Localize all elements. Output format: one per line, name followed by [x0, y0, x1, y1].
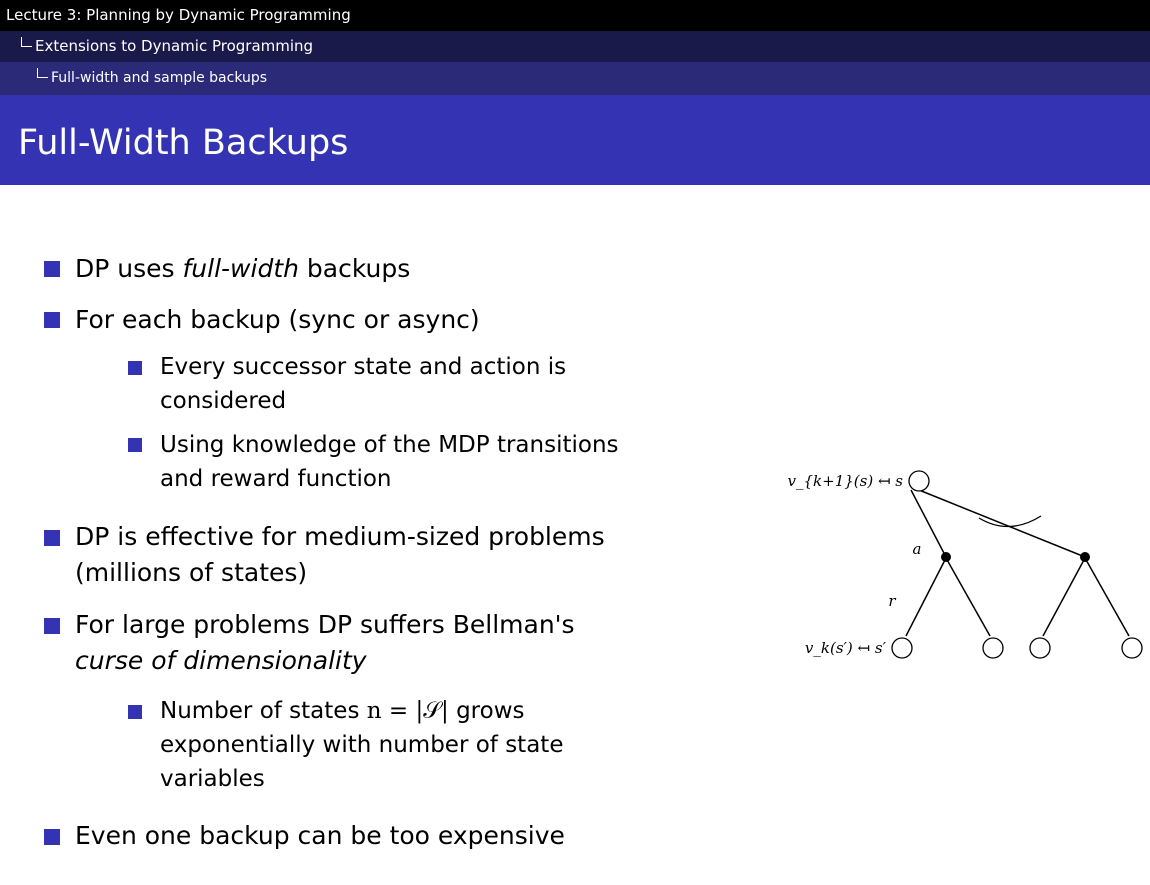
bullet-icon	[44, 312, 60, 328]
bullet-text: curse of dimensionality	[75, 646, 367, 675]
subbullet-icon	[128, 361, 142, 375]
tree-corner-icon	[21, 37, 32, 47]
tree-edge	[919, 490, 1085, 557]
bullet-text: For large problems DP suffers Bellman's	[75, 610, 575, 639]
state-node-root	[909, 471, 929, 491]
header-section[interactable]: Extensions to Dynamic Programming	[35, 37, 314, 55]
subbullet-text: Using knowledge of the MDP transitions	[160, 432, 619, 458]
action-label: a	[912, 540, 922, 558]
bullet-icon	[44, 530, 60, 546]
action-node	[941, 552, 951, 562]
slide-title: Full-Width Backups	[18, 123, 349, 163]
state-node-leaf	[1122, 638, 1142, 658]
tree-edge	[1085, 558, 1129, 636]
reward-label: r	[888, 592, 896, 610]
subbullet-icon	[128, 438, 142, 452]
tree-edge	[1043, 558, 1085, 636]
state-node-leaf	[983, 638, 1003, 658]
backup-tree-diagram	[745, 440, 1145, 670]
bullet-icon	[44, 829, 60, 845]
tree-corner-icon	[37, 68, 48, 78]
bullet-icon	[44, 261, 60, 277]
subbullet-text: variables	[160, 766, 265, 792]
leaf-label: v_k(s′) ↤ s′	[804, 639, 886, 657]
bullet-text: (millions of states)	[75, 558, 308, 587]
subbullet-icon	[128, 705, 142, 719]
subbullet-text: and reward function	[160, 466, 392, 492]
subbullet-text: considered	[160, 388, 287, 414]
state-node-leaf	[1030, 638, 1050, 658]
bullet-icon	[44, 618, 60, 634]
header-lecture[interactable]: Lecture 3: Planning by Dynamic Programming	[6, 6, 351, 24]
subbullet-text: Number of states n = |𝒮| grows	[160, 698, 525, 724]
subbullet-text: exponentially with number of state	[160, 732, 564, 758]
bullet-text: DP is effective for medium-sized problems	[75, 522, 605, 551]
tree-edge	[946, 558, 990, 636]
root-label: v_{k+1}(s) ↤ s	[787, 472, 903, 490]
tree-edge	[906, 558, 946, 636]
header-subsection[interactable]: Full-width and sample backups	[51, 70, 268, 86]
subbullet-text: Every successor state and action is	[160, 354, 567, 380]
bullet-text: DP uses full-width backups	[75, 254, 411, 283]
bullet-text: Even one backup can be too expensive	[75, 821, 565, 850]
action-node	[1080, 552, 1090, 562]
state-node-leaf	[892, 638, 912, 658]
bullet-text: For each backup (sync or async)	[75, 305, 480, 334]
